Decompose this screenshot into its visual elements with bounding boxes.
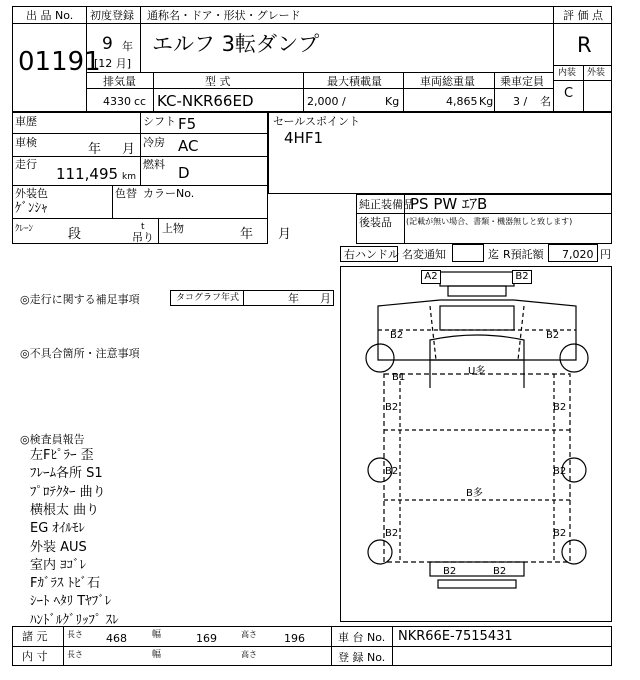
chassis-number: NKR66E-7515431 [398, 629, 513, 644]
mark-a2: A2 [421, 270, 441, 284]
loading-year: 年 [240, 227, 254, 242]
aftermarket-label: 後装品 [359, 216, 392, 229]
exterior-color-label: 外装色 [15, 187, 48, 200]
report-item: 外装 AUS [30, 539, 87, 555]
report-item: ﾊﾝﾄﾞﾙｸﾞﾘｯﾌﾟ ｽﾚ [30, 612, 119, 628]
model-code: KC-NKR66ED [157, 92, 254, 110]
fuel-label: 燃料 [143, 158, 165, 171]
gross-weight-label: 車両総重量 [420, 75, 475, 88]
loading-month: 月 [278, 227, 292, 242]
lot-number: 01191 [18, 47, 101, 77]
recycle-label: R預託額 [503, 248, 544, 261]
interior-height-label: 高さ [241, 650, 257, 659]
report-item: EG ｵｲﾙﾓﾚ [30, 521, 85, 537]
mark-b2-side-right: B2 [553, 402, 567, 413]
defects-heading: ◎不具合箇所・注意事項 [20, 347, 140, 360]
interior-grade: C [564, 86, 574, 101]
displacement-unit: cc [134, 95, 147, 108]
lot-label: 出 品 No. [26, 9, 74, 22]
max-load-unit: Kg [385, 95, 400, 108]
mileage-value: 111,495 [56, 165, 119, 183]
mark-b2-mid-left: B2 [385, 466, 399, 477]
mark-b2-top: B2 [512, 270, 532, 284]
mark-b2-rear-right: B2 [493, 566, 507, 577]
capacity-unit: 名 [540, 95, 551, 108]
shift-label: シフト [143, 115, 176, 128]
exterior-label: 外装 [587, 68, 606, 78]
mark-b2-cab-left: B2 [390, 330, 404, 341]
rating-value: R [577, 33, 592, 57]
report-item: Fｶﾞﾗｽ ﾄﾋﾞ石 [30, 576, 101, 592]
report-item: 室内 ﾖｺﾞﾚ [30, 557, 87, 573]
interior-width-label: 幅 [152, 650, 162, 660]
mileage-label: 走行 [15, 158, 37, 171]
color-change-label: 色替 [115, 187, 137, 200]
crane-stage: 段 [68, 227, 82, 242]
sales-point-label: セールスポイント [273, 115, 361, 128]
capacity-label: 乗車定員 [500, 75, 544, 88]
yen-unit: 円 [600, 248, 611, 261]
crane-hoist: 吊り [132, 231, 154, 244]
tachograph-label: タコグラフ年式 [176, 293, 240, 303]
running-notes-heading: ◎走行に関する補足事項 [20, 293, 140, 306]
crane-label: ｸﾚｰﾝ [15, 224, 34, 234]
recycle-amount: 7,020 [562, 248, 594, 261]
fuel-value: D [178, 164, 190, 182]
inspector-report-heading: ◎検査員報告 [20, 433, 85, 446]
displacement-value: 4330 [103, 95, 131, 108]
model-label: 型 式 [205, 75, 231, 88]
inspection-year-unit: 年 [88, 142, 102, 157]
ac-value: AC [178, 137, 199, 155]
ac-label: 冷房 [143, 136, 165, 149]
reg-no-label: 登 録 No. [338, 651, 386, 664]
equipment-value: PS PW ｴｱB [410, 195, 488, 213]
exterior-color-value: ｹﾞﾝｼｬ [15, 201, 48, 216]
shift-value: F5 [178, 115, 197, 133]
interior-label: 内装 [558, 68, 577, 78]
sales-point-value: 4HF1 [284, 129, 323, 147]
gross-weight-unit: Kg [479, 95, 494, 108]
year-unit: 年 [122, 40, 133, 53]
interior-dims-label: 内 寸 [22, 650, 48, 663]
max-load-label: 最大積載量 [327, 75, 382, 88]
mark-b2-low-left: B2 [385, 528, 399, 539]
gross-weight-value: 4,865 [446, 95, 478, 108]
mark-b2-mid-right: B2 [553, 466, 567, 477]
tach-year: 年 [288, 292, 299, 305]
history-label: 車歴 [15, 115, 37, 128]
report-item: ﾌﾟﾛﾃｸﾀｰ 曲り [30, 484, 106, 500]
deadline-label: 迄 [488, 248, 499, 261]
capacity-value: 3 / [513, 95, 528, 108]
inspection-label: 車検 [15, 136, 37, 149]
inspection-month-unit: 月 [122, 142, 136, 157]
height-label: 高さ [241, 630, 257, 639]
name-label: 通称名・ドア・形状・グレード [147, 9, 301, 22]
name-change-label: 名変通知 [402, 248, 446, 261]
height-value: 196 [284, 632, 305, 645]
loading-label: 上物 [162, 222, 184, 235]
car-name: エルフ 3転ダンプ [152, 32, 320, 56]
width-label: 幅 [152, 630, 162, 640]
reg-month: [12 月] [94, 57, 132, 70]
reg-year: 9 [102, 34, 113, 54]
dims-label: 諸 元 [22, 630, 48, 643]
rhd-label: 右ハンドル [344, 248, 399, 261]
mark-b: B多 [466, 488, 483, 499]
report-item: 左Fﾋﾟﾗｰ 歪 [30, 448, 94, 463]
rating-label: 評 価 点 [563, 9, 603, 22]
aftermarket-note: (記載が無い場合、書類・機器無しと致します) [406, 217, 573, 226]
mileage-unit: km [122, 172, 136, 182]
mark-b2-rear-left: B2 [443, 566, 457, 577]
length-value: 468 [106, 632, 127, 645]
reg-label: 初度登録 [90, 9, 134, 22]
mark-b2-low-right: B2 [553, 528, 567, 539]
equipment-label: 純正装備品 [359, 198, 414, 211]
interior-length-label: 長さ [67, 650, 83, 659]
max-load-value: 2,000 / [307, 95, 346, 108]
tach-month: 月 [320, 292, 331, 305]
report-item: ﾌﾚｰﾑ各所 S1 [30, 466, 103, 482]
mark-b2-side-left: B2 [385, 402, 399, 413]
report-item: 横根太 曲り [30, 502, 100, 518]
crane-t: t [141, 222, 145, 232]
width-value: 169 [196, 632, 217, 645]
displacement-label: 排気量 [103, 75, 136, 88]
chassis-label: 車 台 No. [338, 631, 386, 644]
mark-u: U多 [468, 366, 486, 377]
color-no-label: カラーNo. [143, 187, 195, 200]
length-label: 長さ [67, 630, 83, 639]
mark-b2-cab-right: B2 [546, 330, 560, 341]
mark-b1: B1 [392, 372, 406, 383]
report-item: ｼｰﾄ ﾍﾀﾘ Tﾔﾌﾞﾚ [30, 594, 112, 610]
